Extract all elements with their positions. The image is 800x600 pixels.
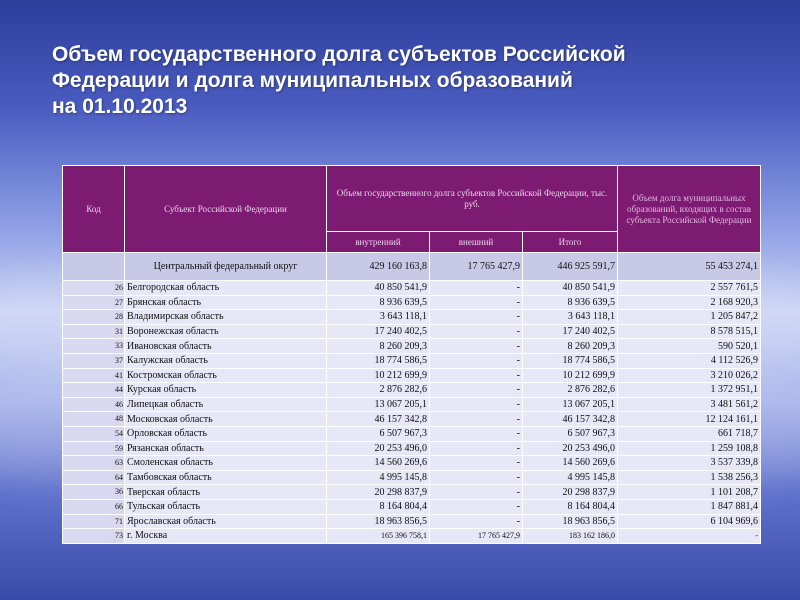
- region-code: 63: [63, 456, 125, 471]
- table-row: [63, 470, 761, 485]
- region-name: Рязанская область: [125, 441, 327, 456]
- region-code: 73: [63, 529, 125, 544]
- table-row: [63, 412, 761, 427]
- region-name: Калужская область: [125, 353, 327, 368]
- region-external-debt: -: [430, 368, 523, 383]
- region-code: 71: [63, 514, 125, 529]
- region-external-debt: -: [430, 397, 523, 412]
- table-row: [63, 456, 761, 471]
- region-name: Костромская область: [125, 368, 327, 383]
- region-external-debt: -: [430, 353, 523, 368]
- table-row: [63, 441, 761, 456]
- region-municipal-debt: 12 124 161,1: [618, 412, 761, 427]
- region-external-debt: -: [430, 339, 523, 354]
- region-internal-debt: 14 560 269,6: [327, 456, 430, 471]
- table-row: [63, 383, 761, 398]
- region-internal-debt: 20 298 837,9: [327, 485, 430, 500]
- header-subject: Субъект Российской Федерации: [125, 166, 327, 253]
- region-internal-debt: 13 067 205,1: [327, 397, 430, 412]
- header-code: Код: [63, 166, 125, 253]
- table-row: [63, 353, 761, 368]
- region-name: Владимирская область: [125, 310, 327, 325]
- header-state-debt: Объем государственного долга субъектов Российской Федерации, тыс. руб.: [327, 166, 618, 232]
- region-name: Орловская область: [125, 426, 327, 441]
- region-municipal-debt: 590 520,1: [618, 339, 761, 354]
- district-internal: 429 160 163,8: [327, 253, 430, 281]
- region-total-debt: 8 260 209,3: [523, 339, 618, 354]
- region-total-debt: 10 212 699,9: [523, 368, 618, 383]
- table-row: [63, 295, 761, 310]
- region-internal-debt: 4 995 145,8: [327, 470, 430, 485]
- table-row: [63, 529, 761, 544]
- region-name: Липецкая область: [125, 397, 327, 412]
- region-municipal-debt: -: [618, 529, 761, 544]
- region-municipal-debt: 1 101 208,7: [618, 485, 761, 500]
- region-external-debt: -: [430, 470, 523, 485]
- region-total-debt: 183 162 186,0: [523, 529, 618, 544]
- region-code: 46: [63, 397, 125, 412]
- region-external-debt: -: [430, 514, 523, 529]
- region-code: 64: [63, 470, 125, 485]
- region-external-debt: -: [430, 412, 523, 427]
- region-total-debt: 6 507 967,3: [523, 426, 618, 441]
- region-municipal-debt: 8 578 515,1: [618, 324, 761, 339]
- region-code: 44: [63, 383, 125, 398]
- region-municipal-debt: 2 168 920,3: [618, 295, 761, 310]
- table-row: [63, 281, 761, 296]
- table-row: [63, 485, 761, 500]
- debt-table: [62, 165, 761, 544]
- region-external-debt: -: [430, 499, 523, 514]
- region-total-debt: 8 164 804,4: [523, 499, 618, 514]
- region-code: 41: [63, 368, 125, 383]
- table-row: [63, 499, 761, 514]
- region-internal-debt: 10 212 699,9: [327, 368, 430, 383]
- region-name: Тульская область: [125, 499, 327, 514]
- region-internal-debt: 46 157 342,8: [327, 412, 430, 427]
- region-external-debt: -: [430, 324, 523, 339]
- region-internal-debt: 8 164 804,4: [327, 499, 430, 514]
- region-code: 59: [63, 441, 125, 456]
- title-line: Объем государственного долга субъектов Российской: [52, 43, 626, 66]
- header-external: внешний: [430, 232, 523, 253]
- table-row: [63, 339, 761, 354]
- region-internal-debt: 40 850 541,9: [327, 281, 430, 296]
- region-external-debt: 17 765 427,9: [430, 529, 523, 544]
- region-code: 54: [63, 426, 125, 441]
- region-external-debt: -: [430, 485, 523, 500]
- region-internal-debt: 2 876 282,6: [327, 383, 430, 398]
- region-municipal-debt: 3 537 339,8: [618, 456, 761, 471]
- region-total-debt: 20 298 837,9: [523, 485, 618, 500]
- region-internal-debt: 8 936 639,5: [327, 295, 430, 310]
- region-name: Брянская область: [125, 295, 327, 310]
- region-external-debt: -: [430, 456, 523, 471]
- region-code: 26: [63, 281, 125, 296]
- table-row: [63, 368, 761, 383]
- district-row: [63, 253, 761, 281]
- region-internal-debt: 165 396 758,1: [327, 529, 430, 544]
- table-row: [63, 397, 761, 412]
- table-row: [63, 310, 761, 325]
- region-code: 36: [63, 485, 125, 500]
- region-total-debt: 18 774 586,5: [523, 353, 618, 368]
- region-municipal-debt: 2 557 761,5: [618, 281, 761, 296]
- region-internal-debt: 18 963 856,5: [327, 514, 430, 529]
- region-total-debt: 13 067 205,1: [523, 397, 618, 412]
- header-total: Итого: [523, 232, 618, 253]
- region-total-debt: 4 995 145,8: [523, 470, 618, 485]
- region-external-debt: -: [430, 441, 523, 456]
- region-total-debt: 40 850 541,9: [523, 281, 618, 296]
- region-municipal-debt: 1 847 881,4: [618, 499, 761, 514]
- region-code: 27: [63, 295, 125, 310]
- region-name: Ивановская область: [125, 339, 327, 354]
- region-name: Ярославская область: [125, 514, 327, 529]
- region-municipal-debt: 1 259 108,8: [618, 441, 761, 456]
- region-total-debt: 3 643 118,1: [523, 310, 618, 325]
- region-municipal-debt: 1 372 951,1: [618, 383, 761, 398]
- region-code: 37: [63, 353, 125, 368]
- region-code: 48: [63, 412, 125, 427]
- region-name: Тверская область: [125, 485, 327, 500]
- title-line: Федерации и долга муниципальных образований: [52, 69, 573, 92]
- region-total-debt: 18 963 856,5: [523, 514, 618, 529]
- region-external-debt: -: [430, 295, 523, 310]
- region-external-debt: -: [430, 310, 523, 325]
- title-line: на 01.10.2013: [52, 95, 188, 118]
- region-name: Тамбовская область: [125, 470, 327, 485]
- region-municipal-debt: 4 112 526,9: [618, 353, 761, 368]
- region-external-debt: -: [430, 426, 523, 441]
- region-total-debt: 14 560 269,6: [523, 456, 618, 471]
- region-external-debt: -: [430, 281, 523, 296]
- header-internal: внутренний: [327, 232, 430, 253]
- region-total-debt: 17 240 402,5: [523, 324, 618, 339]
- region-internal-debt: 3 643 118,1: [327, 310, 430, 325]
- region-name: Воронежская область: [125, 324, 327, 339]
- region-municipal-debt: 3 481 561,2: [618, 397, 761, 412]
- region-total-debt: 46 157 342,8: [523, 412, 618, 427]
- region-municipal-debt: 1 205 847,2: [618, 310, 761, 325]
- district-external: 17 765 427,9: [430, 253, 523, 281]
- region-name: Смоленская область: [125, 456, 327, 471]
- region-municipal-debt: 3 210 026,2: [618, 368, 761, 383]
- region-total-debt: 2 876 282,6: [523, 383, 618, 398]
- region-name: Курская область: [125, 383, 327, 398]
- district-code-cell: [63, 253, 125, 281]
- district-municipal: 55 453 274,1: [618, 253, 761, 281]
- region-total-debt: 20 253 496,0: [523, 441, 618, 456]
- region-municipal-debt: 1 538 256,3: [618, 470, 761, 485]
- region-code: 66: [63, 499, 125, 514]
- header-municipal-debt: Объем долга муниципальных образований, входящих в состав субъекта Российской Федерации: [618, 166, 761, 253]
- table-row: [63, 514, 761, 529]
- region-external-debt: -: [430, 383, 523, 398]
- region-code: 31: [63, 324, 125, 339]
- region-internal-debt: 20 253 496,0: [327, 441, 430, 456]
- region-internal-debt: 18 774 586,5: [327, 353, 430, 368]
- region-municipal-debt: 6 104 969,6: [618, 514, 761, 529]
- region-name: Белгородская область: [125, 281, 327, 296]
- region-total-debt: 8 936 639,5: [523, 295, 618, 310]
- table-row: [63, 426, 761, 441]
- region-internal-debt: 8 260 209,3: [327, 339, 430, 354]
- region-internal-debt: 17 240 402,5: [327, 324, 430, 339]
- region-municipal-debt: 661 718,7: [618, 426, 761, 441]
- region-internal-debt: 6 507 967,3: [327, 426, 430, 441]
- district-total: 446 925 591,7: [523, 253, 618, 281]
- slide-title: [52, 42, 752, 120]
- district-name: Центральный федеральный округ: [125, 253, 327, 281]
- region-code: 33: [63, 339, 125, 354]
- region-name: Московская область: [125, 412, 327, 427]
- region-code: 28: [63, 310, 125, 325]
- table-row: [63, 324, 761, 339]
- region-name: г. Москва: [125, 529, 327, 544]
